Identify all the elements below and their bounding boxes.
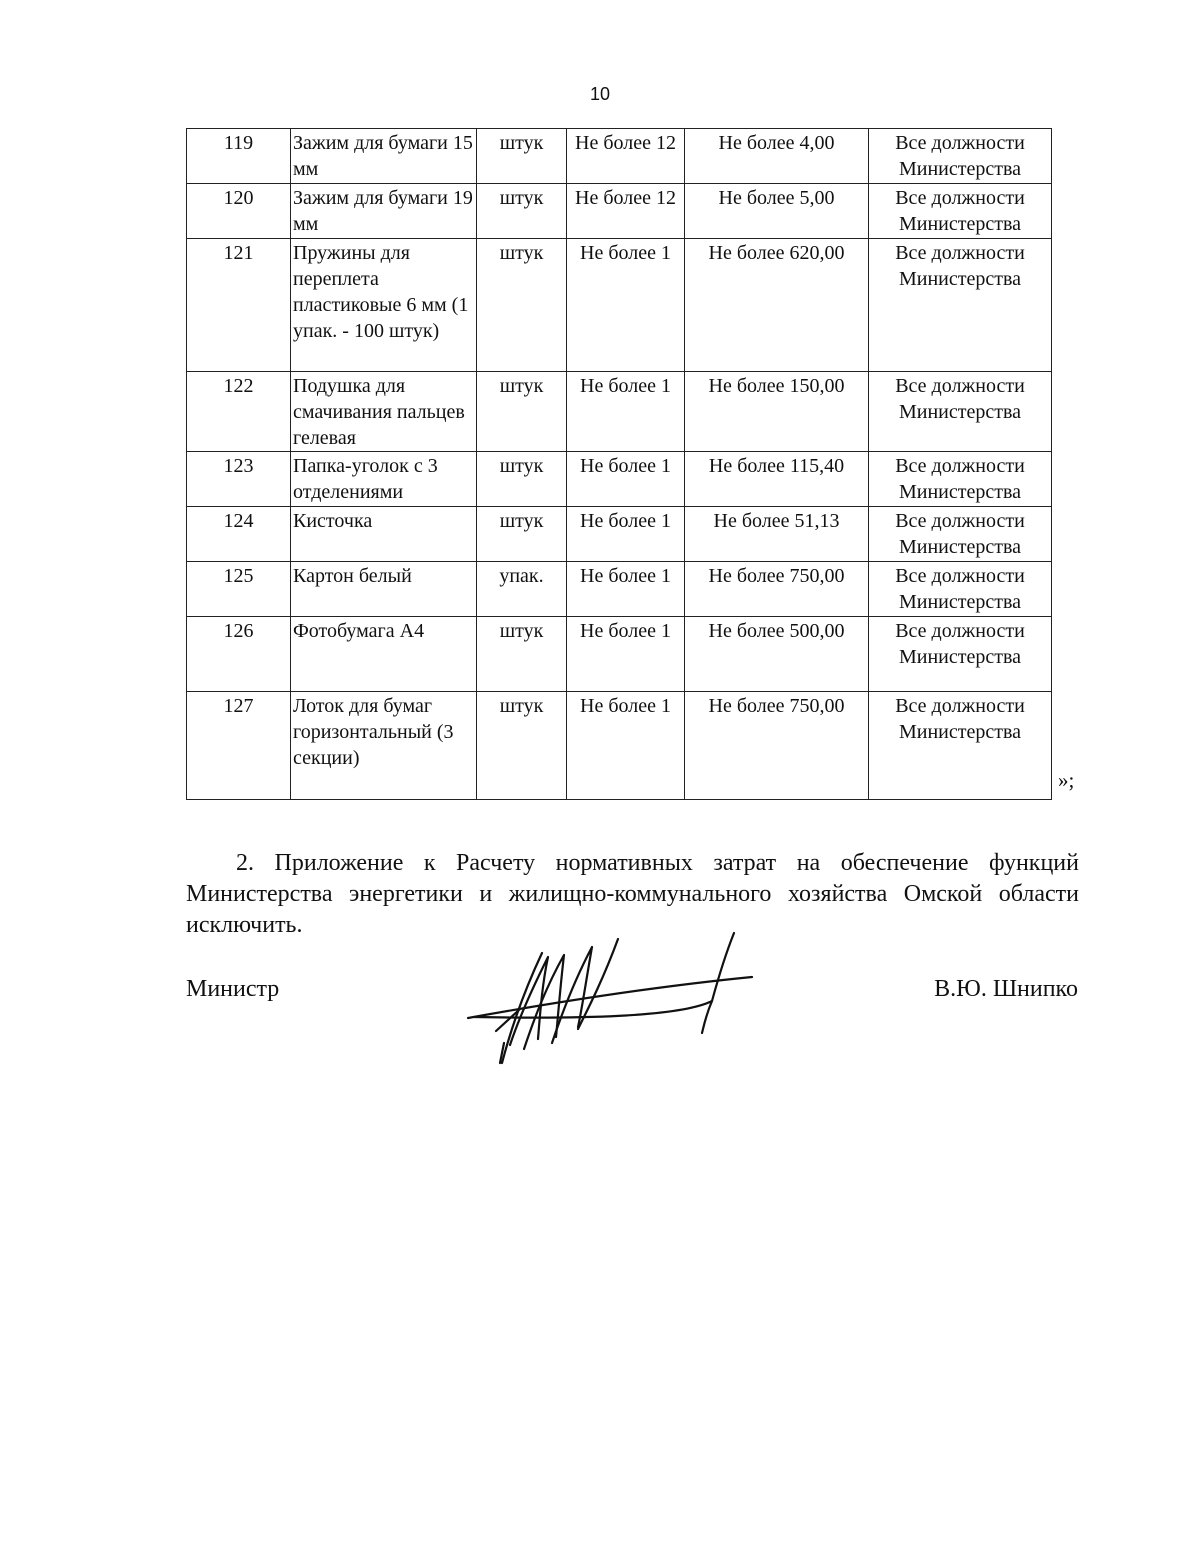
table-row bbox=[187, 562, 1052, 617]
table-row bbox=[187, 372, 1052, 452]
item-price: Не более 500,00 bbox=[685, 617, 869, 692]
item-unit: штук bbox=[477, 617, 567, 692]
item-unit: штук bbox=[477, 184, 567, 239]
item-name: Фотобумага А4 bbox=[291, 617, 477, 692]
item-number: 127 bbox=[187, 692, 291, 800]
item-quantity: Не более 1 bbox=[567, 239, 685, 372]
item-price: Не более 51,13 bbox=[685, 507, 869, 562]
item-quantity: Не более 1 bbox=[567, 692, 685, 800]
item-positions: Все должности Министерства bbox=[869, 129, 1052, 184]
table-row bbox=[187, 184, 1052, 239]
item-name: Зажим для бумаги 19 мм bbox=[291, 184, 477, 239]
table-row bbox=[187, 692, 1052, 800]
item-quantity: Не более 1 bbox=[567, 507, 685, 562]
handwritten-signature bbox=[460, 925, 760, 1075]
item-number: 119 bbox=[187, 129, 291, 184]
item-name: Кисточка bbox=[291, 507, 477, 562]
item-quantity: Не более 1 bbox=[567, 372, 685, 452]
item-price: Не более 750,00 bbox=[685, 562, 869, 617]
item-price: Не более 4,00 bbox=[685, 129, 869, 184]
item-name: Подушка для смачивания пальцев гелевая bbox=[291, 372, 477, 452]
item-positions: Все должности Министерства bbox=[869, 692, 1052, 800]
item-number: 122 bbox=[187, 372, 291, 452]
item-quantity: Не более 1 bbox=[567, 452, 685, 507]
page-number: 10 bbox=[589, 84, 611, 104]
items-table-body bbox=[187, 129, 1052, 800]
item-positions: Все должности Министерства bbox=[869, 184, 1052, 239]
item-quantity: Не более 1 bbox=[567, 617, 685, 692]
item-price: Не более 620,00 bbox=[685, 239, 869, 372]
signer-name: В.Ю. Шнипко bbox=[934, 976, 1078, 1002]
item-unit: штук bbox=[477, 372, 567, 452]
item-quantity: Не более 1 bbox=[567, 562, 685, 617]
item-positions: Все должности Министерства bbox=[869, 617, 1052, 692]
item-quantity: Не более 12 bbox=[567, 129, 685, 184]
item-positions: Все должности Министерства bbox=[869, 239, 1052, 372]
item-unit: упак. bbox=[477, 562, 567, 617]
table-row bbox=[187, 452, 1052, 507]
items-table bbox=[186, 128, 1052, 800]
item-positions: Все должности Министерства bbox=[869, 452, 1052, 507]
table-row bbox=[187, 617, 1052, 692]
item-name: Картон белый bbox=[291, 562, 477, 617]
item-number: 121 bbox=[187, 239, 291, 372]
item-unit: штук bbox=[477, 129, 567, 184]
item-unit: штук bbox=[477, 692, 567, 800]
table-row bbox=[187, 507, 1052, 562]
closing-quote: »; bbox=[1058, 768, 1075, 792]
item-positions: Все должности Министерства bbox=[869, 562, 1052, 617]
item-number: 123 bbox=[187, 452, 291, 507]
item-number: 125 bbox=[187, 562, 291, 617]
item-positions: Все должности Министерства bbox=[869, 372, 1052, 452]
item-number: 124 bbox=[187, 507, 291, 562]
signer-title: Министр bbox=[186, 976, 280, 1002]
item-unit: штук bbox=[477, 507, 567, 562]
item-unit: штук bbox=[477, 452, 567, 507]
table-row bbox=[187, 129, 1052, 184]
item-positions: Все должности Министерства bbox=[869, 507, 1052, 562]
item-name: Лоток для бумаг горизонтальный (3 секции) bbox=[291, 692, 477, 800]
paragraph-item-2: 2. Приложение к Расчету нормативных затрат на обеспечение функций Министерства энергетики и жилищно-коммунального хозяйства Омской области исключить. bbox=[186, 850, 1079, 938]
item-name: Папка-уголок с 3 отделениями bbox=[291, 452, 477, 507]
item-number: 126 bbox=[187, 617, 291, 692]
item-price: Не более 115,40 bbox=[685, 452, 869, 507]
item-unit: штук bbox=[477, 239, 567, 372]
table-row bbox=[187, 239, 1052, 372]
item-price: Не более 750,00 bbox=[685, 692, 869, 800]
item-name: Зажим для бумаги 15 мм bbox=[291, 129, 477, 184]
item-quantity: Не более 12 bbox=[567, 184, 685, 239]
item-price: Не более 5,00 bbox=[685, 184, 869, 239]
item-name: Пружины для переплета пластиковые 6 мм (1 упак. - 100 штук) bbox=[291, 239, 477, 372]
item-number: 120 bbox=[187, 184, 291, 239]
item-price: Не более 150,00 bbox=[685, 372, 869, 452]
